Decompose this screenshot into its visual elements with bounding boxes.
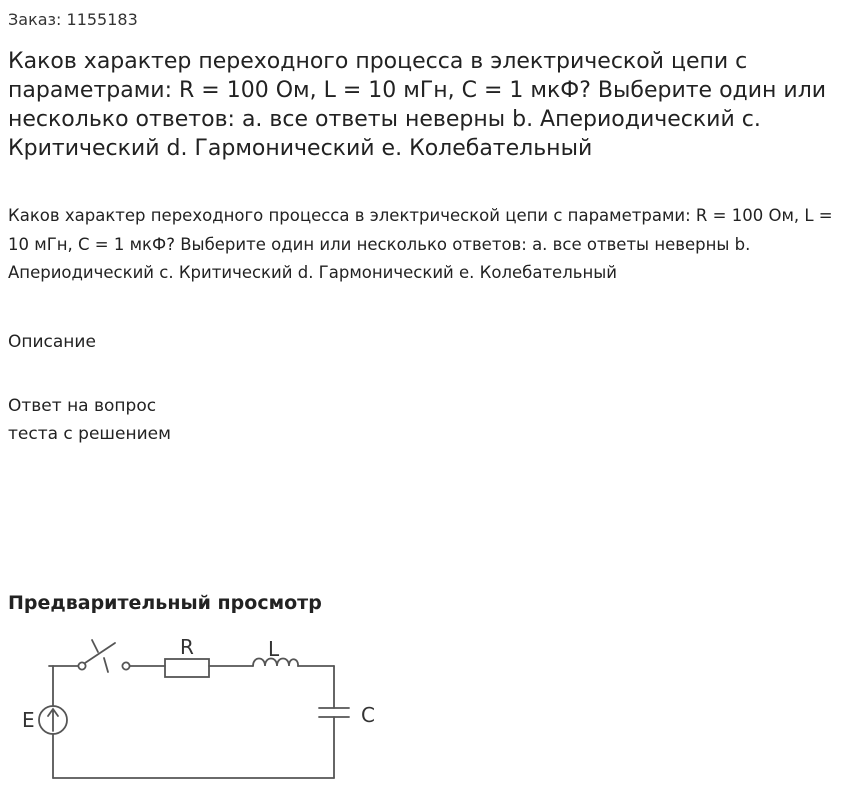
source-arrow bbox=[48, 709, 58, 731]
question-text: Каков характер переходного процесса в электрической цепи с параметрами: R = 100 Ом, L = 10 мГн, С = 1 мкФ? Выберите один или несколько ответов: a. все ответы неверны b. Апериодический c. Критический d. Гармонический e. Колебательный bbox=[8, 206, 833, 282]
switch-contact-right bbox=[122, 662, 129, 669]
description-text: Ответ на вопрос теста с решением bbox=[8, 396, 171, 444]
page-title: Каков характер переходного процесса в электрической цепи с параметрами: R = 100 Ом, L = 10 мГн, С = 1 мкФ? Выберите один или несколько ответов: a. все ответы неверны b. Апериодический c. Критический d. Гармонический e. Колебательный bbox=[8, 49, 827, 161]
label-source: E bbox=[22, 708, 35, 732]
circuit-diagram bbox=[12, 632, 384, 792]
resistor bbox=[165, 659, 209, 677]
label-resistor: R bbox=[180, 635, 194, 659]
label-capacitor: C bbox=[361, 703, 375, 727]
label-inductor: L bbox=[268, 637, 280, 661]
preview-heading: Предварительный просмотр bbox=[8, 592, 322, 614]
order-number: Заказ: 1155183 bbox=[8, 10, 138, 29]
description-label: Описание bbox=[8, 332, 96, 352]
switch-blade bbox=[85, 643, 115, 663]
